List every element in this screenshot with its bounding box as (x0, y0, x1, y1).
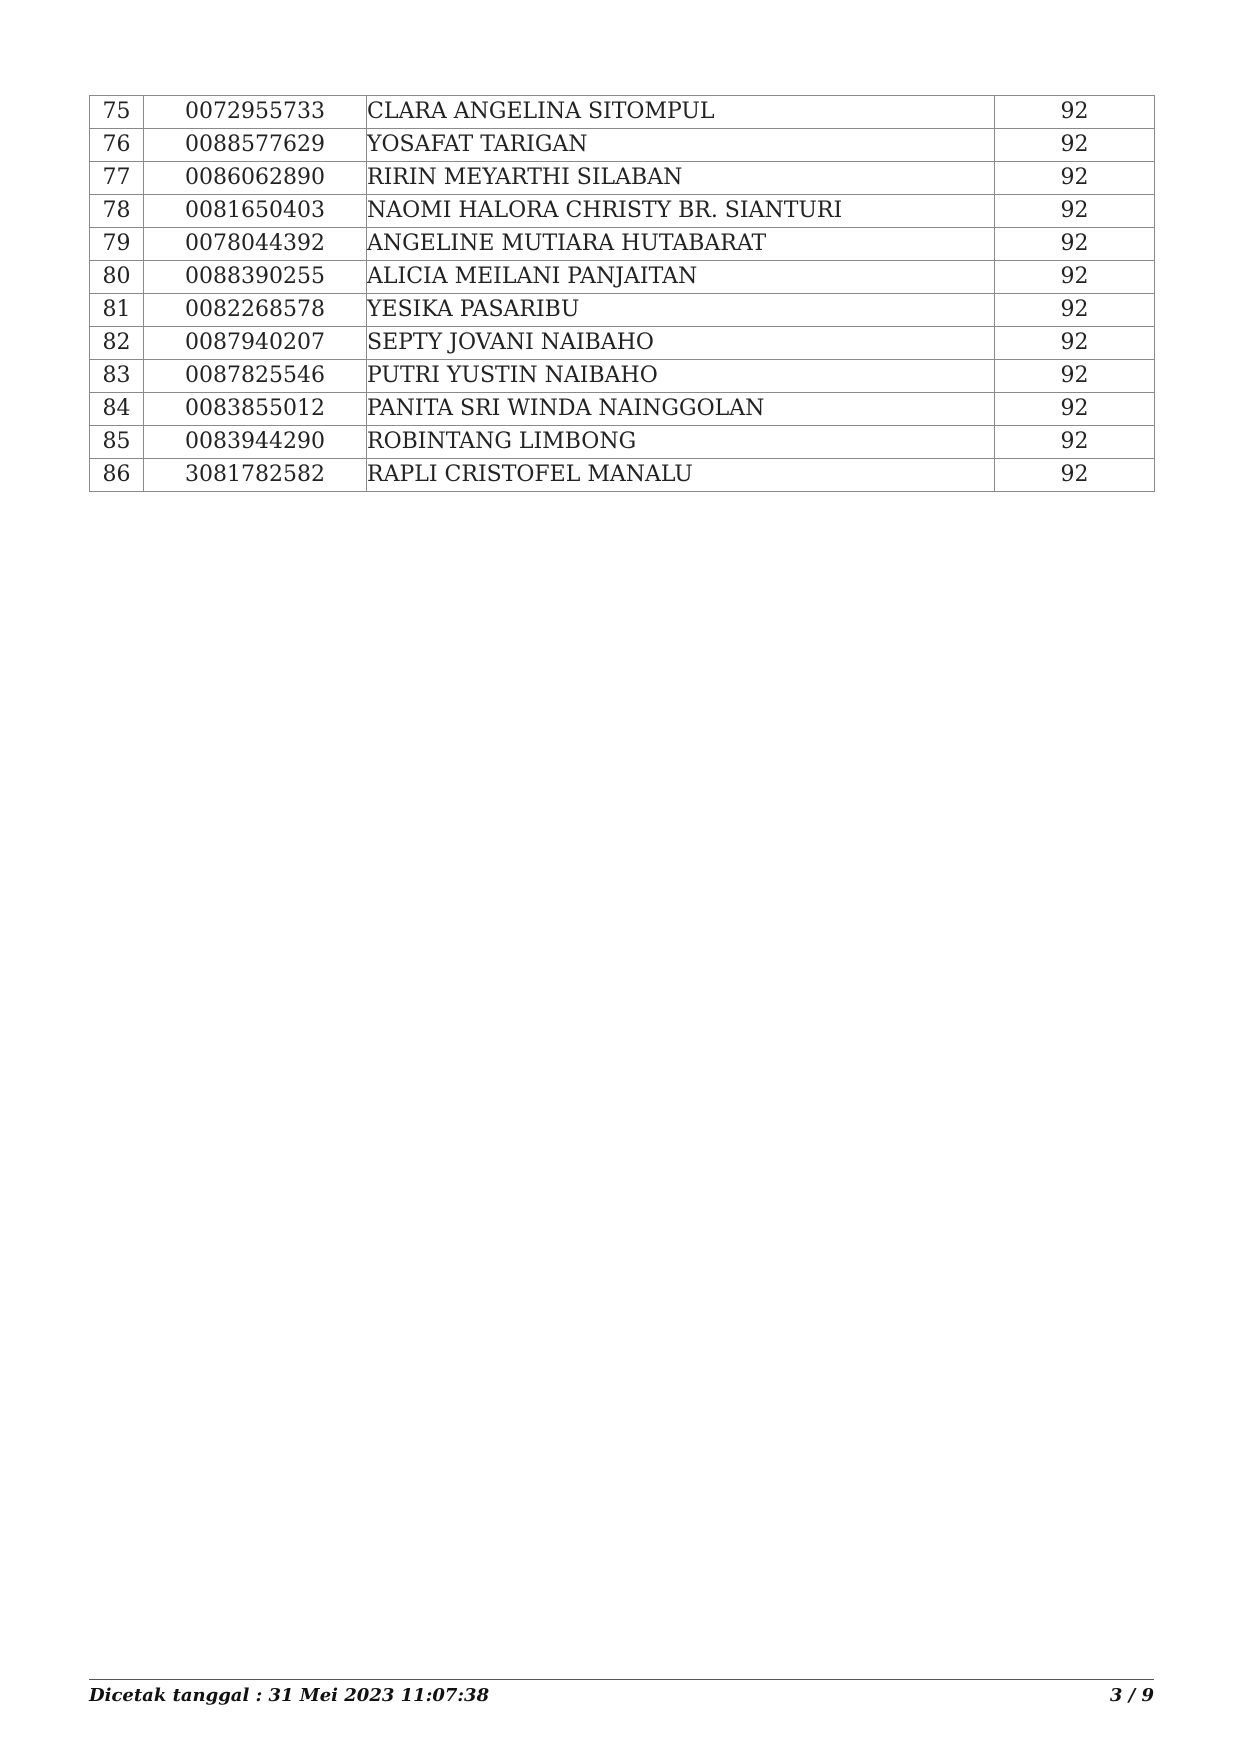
student-id: 0081650403 (144, 195, 367, 228)
table-row (90, 261, 1155, 294)
footer-divider (89, 1679, 1154, 1680)
score: 92 (995, 96, 1155, 129)
table-row (90, 195, 1155, 228)
results-table-body (90, 96, 1155, 492)
student-name: CLARA ANGELINA SITOMPUL (367, 96, 995, 129)
score: 92 (995, 195, 1155, 228)
row-number: 85 (90, 426, 144, 459)
table-row (90, 294, 1155, 327)
score: 92 (995, 294, 1155, 327)
student-name: PUTRI YUSTIN NAIBAHO (367, 360, 995, 393)
table-row (90, 360, 1155, 393)
row-number: 82 (90, 327, 144, 360)
table-row (90, 228, 1155, 261)
page-number: 3 / 9 (1109, 1685, 1154, 1706)
student-name: PANITA SRI WINDA NAINGGOLAN (367, 393, 995, 426)
student-id: 0087940207 (144, 327, 367, 360)
row-number: 75 (90, 96, 144, 129)
row-number: 83 (90, 360, 144, 393)
row-number: 77 (90, 162, 144, 195)
student-name: YOSAFAT TARIGAN (367, 129, 995, 162)
student-name: ROBINTANG LIMBONG (367, 426, 995, 459)
table-row (90, 393, 1155, 426)
score: 92 (995, 426, 1155, 459)
student-name: RAPLI CRISTOFEL MANALU (367, 459, 995, 492)
row-number: 84 (90, 393, 144, 426)
score: 92 (995, 459, 1155, 492)
student-id: 0086062890 (144, 162, 367, 195)
student-id: 0082268578 (144, 294, 367, 327)
student-id: 3081782582 (144, 459, 367, 492)
results-table (89, 95, 1155, 492)
row-number: 79 (90, 228, 144, 261)
table-row (90, 162, 1155, 195)
score: 92 (995, 393, 1155, 426)
student-id: 0088577629 (144, 129, 367, 162)
table-row (90, 459, 1155, 492)
table-row (90, 129, 1155, 162)
student-id: 0083944290 (144, 426, 367, 459)
score: 92 (995, 261, 1155, 294)
student-name: NAOMI HALORA CHRISTY BR. SIANTURI (367, 195, 995, 228)
student-name: RIRIN MEYARTHI SILABAN (367, 162, 995, 195)
score: 92 (995, 327, 1155, 360)
row-number: 80 (90, 261, 144, 294)
student-name: ALICIA MEILANI PANJAITAN (367, 261, 995, 294)
student-id: 0078044392 (144, 228, 367, 261)
student-id: 0088390255 (144, 261, 367, 294)
table-row (90, 96, 1155, 129)
student-name: YESIKA PASARIBU (367, 294, 995, 327)
student-id: 0087825546 (144, 360, 367, 393)
print-date: Dicetak tanggal : 31 Mei 2023 11:07:38 (89, 1685, 490, 1706)
score: 92 (995, 228, 1155, 261)
score: 92 (995, 360, 1155, 393)
student-id: 0083855012 (144, 393, 367, 426)
row-number: 86 (90, 459, 144, 492)
row-number: 78 (90, 195, 144, 228)
row-number: 81 (90, 294, 144, 327)
row-number: 76 (90, 129, 144, 162)
table-row (90, 327, 1155, 360)
score: 92 (995, 129, 1155, 162)
student-name: ANGELINE MUTIARA HUTABARAT (367, 228, 995, 261)
score: 92 (995, 162, 1155, 195)
student-id: 0072955733 (144, 96, 367, 129)
student-name: SEPTY JOVANI NAIBAHO (367, 327, 995, 360)
table-row (90, 426, 1155, 459)
